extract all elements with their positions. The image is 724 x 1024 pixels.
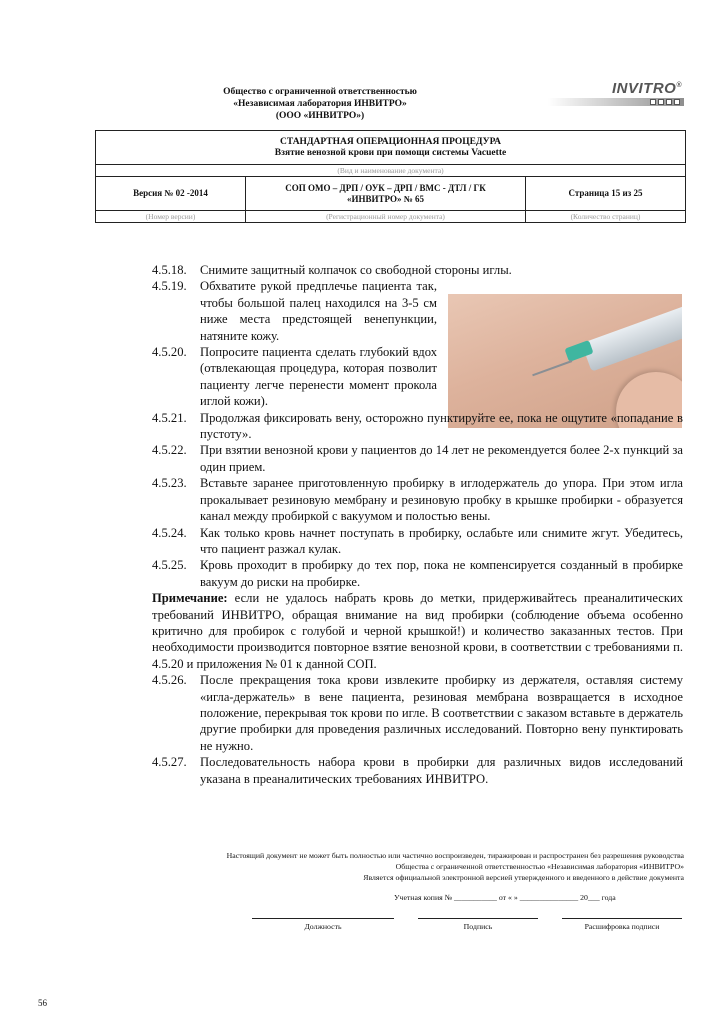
document-header-table bbox=[95, 130, 686, 223]
step-item: 4.5.25. Кровь проходит в пробирку до тех пор, пока не компенсируется созданный в пробирке вакуум до риски на пробирке. bbox=[152, 558, 683, 589]
signature-position-field: Должность bbox=[252, 918, 394, 936]
page-number: 56 bbox=[38, 998, 47, 1008]
step-item: 4.5.21. Продолжая фиксировать вену, осторожно пунктируйте ее, пока не ощутите «попадание в пустоту». bbox=[152, 410, 683, 442]
org-line-1: Общество с ограниченной ответственностью bbox=[223, 87, 417, 97]
page-caption: (Количество страниц) bbox=[526, 211, 686, 223]
footer-notice bbox=[90, 850, 684, 883]
registration-caption: (Регистрационный номер документа) bbox=[246, 211, 526, 223]
document-title: СТАНДАРТНАЯ ОПЕРАЦИОННАЯ ПРОЦЕДУРА Взятие венозной крови при помощи системы Vacuette bbox=[96, 131, 686, 165]
organization-header bbox=[200, 86, 440, 122]
invitro-logo bbox=[548, 80, 684, 110]
logo-squares-icon bbox=[650, 99, 680, 105]
version-number: Версия № 02 -2014 bbox=[96, 177, 246, 211]
copy-registration-line: Учетная копия № ___________ от « » _______________ 20___ года bbox=[394, 893, 616, 902]
step-item: 4.5.18. Снимите защитный колпачок со свободной стороны иглы. bbox=[152, 263, 512, 277]
step-item: 4.5.24. Как только кровь начнет поступать в пробирку, ослабьте или снимите жгут. Убедитесь, что пациент разжал кулак. bbox=[152, 525, 683, 556]
signature-name-field: Расшифровка подписи bbox=[562, 918, 682, 936]
procedure-steps bbox=[152, 262, 683, 787]
version-caption: (Номер версии) bbox=[96, 211, 246, 223]
footer-line-2: Общества с ограниченной ответственностью «Независимая лаборатория «ИНВИТРО» bbox=[395, 862, 684, 871]
logo-text: INVITRO® bbox=[611, 80, 682, 97]
page-count: Страница 15 из 25 bbox=[526, 177, 686, 211]
step-item: 4.5.23. Вставьте заранее приготовленную пробирку в иглодержатель до упора. При этом игла прокалывает резиновую мембрану и резиновую пробку в крышке пробирки - образуется канал между пробиркой с вакуумом и полостью вены. bbox=[152, 476, 683, 524]
footer-line-1: Настоящий документ не может быть полностью или частично воспроизведен, тиражирован и распространен без разрешения руководства bbox=[226, 851, 684, 860]
step-item: 4.5.26. После прекращения тока крови извлеките пробирку из держателя, оставляя систему «игла-держатель» в вене пациента, резиновая мембрана возвращается в исходное положение, перекрывая ток крови по игле. В соответствии с заказом вставьте в держатель другие пробирки для проведения различных исследований. Повторно вену пунктировать не нужно. bbox=[152, 673, 683, 753]
footer-line-3: Является официальной электронной версией утвержденного и введенного в действие документа bbox=[363, 873, 684, 882]
note-label: Примечание: bbox=[152, 591, 228, 606]
step-item: 4.5.20. Попросите пациента сделать глубокий вдох (отвлекающая процедура, которая позволит пациенту легче перенести момент прокола иглой кожи). bbox=[152, 345, 437, 409]
note-text: если не удалось набрать кровь до метки, придерживайтесь преаналитических требований ИНВИТРО, обращая внимание на вид пробирки (соблюдение объема особенно критично для пробирок с голубой и черной крышкой!) и количество заказанных тестов. При необходимости производится повторное взятие венозной крови, в соответствии с требованиями п. 4.5.20 и приложения № 01 к данной СОП. bbox=[152, 591, 683, 671]
note-paragraph bbox=[152, 590, 683, 672]
step-item: 4.5.27. Последовательность набора крови в пробирки для различных видов исследований указана в преаналитических требованиях ИНВИТРО. bbox=[152, 755, 683, 786]
step-item: 4.5.19. Обхватите рукой предплечье пациента так, чтобы большой палец находился на 3-5 см ниже места предстоящей венепункции, натяните кожу. bbox=[152, 279, 437, 343]
org-line-2: «Независимая лаборатория ИНВИТРО» bbox=[233, 99, 407, 109]
registration-number: СОП ОМО – ДРП / ОУК – ДРП / ВМС - ДТЛ / ГК «ИНВИТРО» № 65 bbox=[246, 177, 526, 211]
step-item: 4.5.22. При взятии венозной крови у пациентов до 14 лет не рекомендуется более 2-х пункций за один прием. bbox=[152, 443, 683, 474]
signature-field: Подпись bbox=[418, 918, 538, 936]
org-line-3: (ООО «ИНВИТРО») bbox=[275, 111, 365, 121]
title-caption: (Вид и наименование документа) bbox=[96, 165, 686, 177]
